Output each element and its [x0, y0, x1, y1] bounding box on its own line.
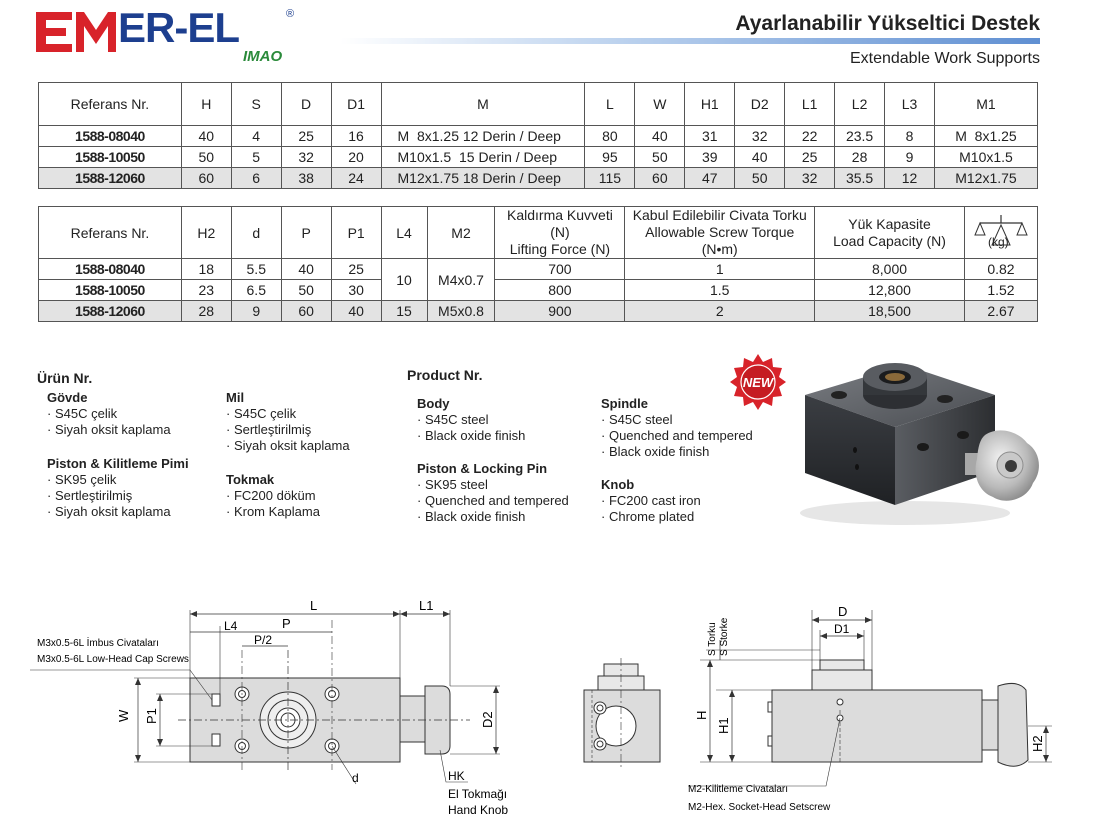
- cap-screw-label-en: M3x0.5-6L Low-Head Cap Screws: [37, 654, 189, 665]
- col-weight: [964, 207, 1037, 259]
- piston-title-en: Piston & Locking Pin: [417, 461, 548, 476]
- table-row: [39, 168, 1038, 189]
- table1-col-header: L3: [885, 83, 935, 126]
- cell-torque: 1.5: [625, 280, 815, 301]
- col-l4: L4: [381, 207, 427, 259]
- dim-p-half-label: P/2: [254, 633, 273, 647]
- spindle-title-tr: Mil: [226, 390, 245, 405]
- hand-knob-label-en: Hand Knob: [448, 803, 509, 817]
- list-item: · Krom Kaplama: [226, 504, 320, 519]
- setscrew-label-en: M2-Hex. Socket-Head Setscrew: [688, 802, 831, 813]
- table-cell: 25: [281, 126, 331, 147]
- lift-tr: Kaldırma Kuvveti (N): [507, 207, 613, 240]
- table1-header-row: [39, 83, 1038, 126]
- piston-spec-tr: [47, 456, 189, 520]
- table-cell: 12: [885, 168, 935, 189]
- table-row: [39, 280, 1038, 301]
- table-cell: 50: [635, 147, 685, 168]
- table-row: [39, 126, 1038, 147]
- list-item: · S45C çelik: [226, 406, 297, 421]
- knob-spec-en: [601, 477, 701, 525]
- dim-p1-label: P1: [144, 708, 159, 724]
- dim-d-small-label: d: [352, 771, 359, 785]
- table1-col-header: H: [181, 83, 231, 126]
- cell-m2-group2: M5x0.8: [427, 301, 495, 322]
- list-item: · Siyah oksit kaplama: [47, 504, 171, 519]
- dim-p-label: P: [282, 616, 291, 631]
- table-cell: 6: [231, 168, 281, 189]
- brand-name: ER-EL: [118, 4, 239, 51]
- table-cell: 40: [181, 126, 231, 147]
- cell-d: 6.5: [231, 280, 281, 301]
- cell-torque: 2: [625, 301, 815, 322]
- s-torku-label: S Torku: [707, 622, 718, 656]
- lift-en: Lifting Force (N): [509, 241, 611, 257]
- product-title-en: Product Nr.: [407, 367, 483, 383]
- table-cell: 32: [281, 147, 331, 168]
- table-cell: M10x1.5: [934, 147, 1037, 168]
- cell-torque: 1: [625, 259, 815, 280]
- table-cell: 24: [331, 168, 381, 189]
- header-bar: [340, 38, 1040, 44]
- cell-m2-group1: M4x0.7: [427, 259, 495, 301]
- table-cell: 40: [635, 126, 685, 147]
- spec-table-dimensions: [38, 82, 1038, 189]
- table-cell: 38: [281, 168, 331, 189]
- list-item: · Siyah oksit kaplama: [226, 438, 350, 453]
- body-title-en: Body: [417, 396, 450, 411]
- cell-p1: 30: [331, 280, 381, 301]
- row-ref: 1588-10050: [39, 147, 182, 168]
- load-tr: Yük Kapasite: [848, 215, 931, 232]
- piston-spec-en: [417, 461, 569, 525]
- table1-col-header: S: [231, 83, 281, 126]
- list-item: · FC200 döküm: [226, 488, 316, 503]
- table-row: [39, 147, 1038, 168]
- table1-col-header: L: [585, 83, 635, 126]
- table-cell: 25: [785, 147, 835, 168]
- table1-col-header: Referans Nr.: [39, 83, 182, 126]
- col-m2: M2: [427, 207, 495, 259]
- list-item: · Quenched and tempered: [601, 428, 753, 443]
- product-title-tr: Ürün Nr.: [37, 370, 93, 386]
- cell-load: 12,800: [815, 280, 965, 301]
- table1-col-header: L1: [785, 83, 835, 126]
- table-cell: 95: [585, 147, 635, 168]
- dim-h2-label: H2: [1030, 735, 1045, 752]
- table-cell: 32: [785, 168, 835, 189]
- spindle-title-en: Spindle: [601, 396, 648, 411]
- table1-col-header: D: [281, 83, 331, 126]
- table1-col-header: W: [635, 83, 685, 126]
- registered-mark: ®: [286, 8, 295, 20]
- cell-d: 5.5: [231, 259, 281, 280]
- brand-sub: IMAO: [243, 48, 283, 65]
- page-subtitle: Extendable Work Supports: [849, 50, 1040, 67]
- table1-col-header: D2: [735, 83, 785, 126]
- cell-l4-group1: 10: [381, 259, 427, 301]
- table1-col-header: H1: [685, 83, 735, 126]
- col-p: P: [281, 207, 331, 259]
- cell-p: 40: [281, 259, 331, 280]
- dim-w-label: W: [116, 709, 131, 722]
- table-cell: 16: [331, 126, 381, 147]
- cap-screw-label-tr: M3x0.5-6L İmbus Civataları: [37, 638, 159, 649]
- product-photo: [795, 355, 1045, 530]
- table-cell: M10x1.5 15 Derin / Deep: [381, 147, 585, 168]
- row-ref: 1588-12060: [39, 168, 182, 189]
- table-cell: M12x1.75 18 Derin / Deep: [381, 168, 585, 189]
- load-en: Load Capacity (N): [833, 232, 946, 249]
- table-cell: 20: [331, 147, 381, 168]
- table1-col-header: L2: [835, 83, 885, 126]
- row-ref: 1588-10050: [39, 280, 182, 301]
- table-cell: 60: [635, 168, 685, 189]
- table1-col-header: M1: [934, 83, 1037, 126]
- row-ref: 1588-08040: [39, 126, 182, 147]
- col-d: d: [231, 207, 281, 259]
- list-item: · Black oxide finish: [417, 428, 526, 443]
- table2-header-row: [39, 207, 1038, 259]
- cell-l4-group2: 15: [381, 301, 427, 322]
- end-view-drawing: [570, 650, 670, 770]
- dim-d2-label: D2: [480, 711, 495, 728]
- table-cell: 5: [231, 147, 281, 168]
- col-h2: H2: [181, 207, 231, 259]
- table-cell: 47: [685, 168, 735, 189]
- s-storke-label: S Storke: [719, 617, 730, 656]
- table1-body: [39, 126, 1038, 189]
- list-item: · FC200 cast iron: [601, 493, 701, 508]
- dim-l1-label: L1: [419, 598, 434, 613]
- knob-title-tr: Tokmak: [226, 472, 275, 487]
- table-cell: 22: [785, 126, 835, 147]
- table-cell: 50: [181, 147, 231, 168]
- table-cell: 60: [181, 168, 231, 189]
- table-cell: 39: [685, 147, 735, 168]
- spindle-spec-tr: [226, 390, 350, 454]
- cell-d: 9: [231, 301, 281, 322]
- dim-h1-label: H1: [716, 717, 731, 734]
- dim-l4-label: L4: [224, 619, 238, 633]
- cell-h2: 23: [181, 280, 231, 301]
- table-row: [39, 301, 1038, 322]
- page-title: Ayarlanabilir Yükseltici Destek: [735, 12, 1040, 35]
- cell-p: 50: [281, 280, 331, 301]
- list-item: · Quenched and tempered: [417, 493, 569, 508]
- list-item: · S45C steel: [601, 412, 673, 427]
- table-cell: M 8x1.25: [934, 126, 1037, 147]
- side-view-drawing: [680, 590, 1060, 830]
- piston-title-tr: Piston & Kilitleme Pimi: [47, 456, 189, 471]
- torque-en: Allowable Screw Torque (N•m): [645, 224, 795, 257]
- new-badge-text: NEW: [742, 375, 774, 390]
- new-badge-icon: [728, 352, 788, 412]
- col-screw-torque: [625, 207, 815, 259]
- knob-title-en: Knob: [601, 477, 635, 492]
- scale-icon: [972, 213, 1030, 249]
- dim-h-label: H: [694, 710, 709, 720]
- weight-unit: (kg): [987, 235, 1009, 249]
- table-cell: 9: [885, 147, 935, 168]
- torque-tr: Kabul Edilebilir Civata Torku: [632, 207, 807, 223]
- body-spec-en: [417, 396, 525, 444]
- list-item: · Siyah oksit kaplama: [47, 422, 171, 437]
- hand-knob-label-tr: El Tokmağı: [448, 787, 508, 801]
- cell-weight: 0.82: [964, 259, 1037, 280]
- cell-lift: 900: [495, 301, 625, 322]
- table-cell: 40: [735, 147, 785, 168]
- cell-load: 18,500: [815, 301, 965, 322]
- list-item: · SK95 çelik: [47, 472, 117, 487]
- table-cell: 28: [835, 147, 885, 168]
- cell-h2: 18: [181, 259, 231, 280]
- body-spec-tr: [47, 390, 171, 438]
- cell-p1: 25: [331, 259, 381, 280]
- col-lifting-force: [495, 207, 625, 259]
- hk-label: HK: [448, 769, 465, 783]
- table1-col-header: M: [381, 83, 585, 126]
- table-cell: M 8x1.25 12 Derin / Deep: [381, 126, 585, 147]
- table-cell: 50: [735, 168, 785, 189]
- row-ref: 1588-08040: [39, 259, 182, 280]
- col-p1: P1: [331, 207, 381, 259]
- list-item: · SK95 steel: [417, 477, 488, 492]
- table-cell: 115: [585, 168, 635, 189]
- table-cell: 4: [231, 126, 281, 147]
- col-ref: Referans Nr.: [39, 207, 182, 259]
- cell-weight: 2.67: [964, 301, 1037, 322]
- cell-weight: 1.52: [964, 280, 1037, 301]
- cell-p: 60: [281, 301, 331, 322]
- list-item: · S45C steel: [417, 412, 489, 427]
- cell-lift: 800: [495, 280, 625, 301]
- body-title-tr: Gövde: [47, 390, 88, 405]
- cell-h2: 28: [181, 301, 231, 322]
- table-cell: 8: [885, 126, 935, 147]
- brand-logo-mark: [36, 12, 116, 57]
- knob-spec-tr: [226, 472, 320, 520]
- table-cell: 23.5: [835, 126, 885, 147]
- table-cell: 31: [685, 126, 735, 147]
- table1-col-header: D1: [331, 83, 381, 126]
- dim-l-label: L: [310, 598, 318, 613]
- setscrew-label-tr: M2-Kilitleme Civataları: [688, 784, 789, 795]
- table-cell: M12x1.75: [934, 168, 1037, 189]
- table-cell: 35.5: [835, 168, 885, 189]
- cell-load: 8,000: [815, 259, 965, 280]
- col-load-capacity: [815, 207, 965, 259]
- cell-lift: 700: [495, 259, 625, 280]
- list-item: · Black oxide finish: [417, 509, 526, 524]
- list-item: · S45C çelik: [47, 406, 118, 421]
- list-item: · Sertleştirilmiş: [226, 422, 312, 437]
- spec-table-forces: [38, 206, 1038, 322]
- dim-d-label: D: [838, 604, 848, 619]
- table-cell: 32: [735, 126, 785, 147]
- row-ref: 1588-12060: [39, 301, 182, 322]
- list-item: · Chrome plated: [601, 509, 695, 524]
- table-cell: 80: [585, 126, 635, 147]
- cell-p1: 40: [331, 301, 381, 322]
- dim-d1-label: D1: [834, 622, 850, 636]
- list-item: · Sertleştirilmiş: [47, 488, 133, 503]
- top-view-drawing: [30, 590, 509, 830]
- list-item: · Black oxide finish: [601, 444, 710, 459]
- table-row: [39, 259, 1038, 280]
